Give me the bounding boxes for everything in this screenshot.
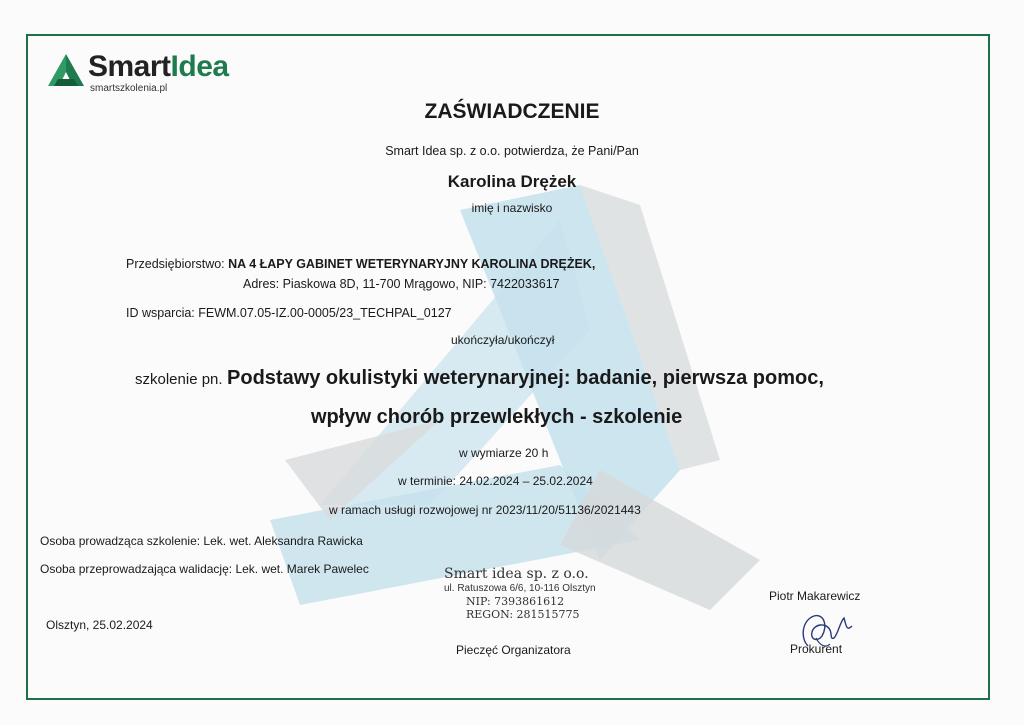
training-title-2: wpływ chorób przewlekłych - szkolenie xyxy=(311,406,683,428)
support-id: ID wsparcia: FEWM.07.05-IZ.00-0005/23_TECHPAL_0127 xyxy=(126,306,452,320)
training-hours: w wymiarze 20 h xyxy=(459,446,549,460)
certificate-title: ZAŚWIADCZENIE xyxy=(424,100,600,123)
logo-wordmark: SmartIdea xyxy=(88,50,229,83)
stamp-line-3: NIP: 7393861612 xyxy=(466,595,565,608)
name-caption: imię i nazwisko xyxy=(471,201,553,215)
stamp-caption: Pieczęć Organizatora xyxy=(456,643,571,657)
stamp-line-1: Smart idea sp. z o.o. xyxy=(444,566,589,582)
person-name: Karolina Drężek xyxy=(447,172,577,191)
place-date: Olsztyn, 25.02.2024 xyxy=(46,618,153,632)
logo-website: smartszkolenia.pl xyxy=(90,83,168,94)
training-dates: w terminie: 24.02.2024 – 25.02.2024 xyxy=(398,474,593,488)
service-number: w ramach usługi rozwojowej nr 2023/11/20/51136/2021443 xyxy=(329,503,641,517)
trainer: Osoba prowadząca szkolenie: Lek. wet. Aleksandra Rawicka xyxy=(40,534,363,548)
stamp-line-4: REGON: 281515775 xyxy=(466,608,580,621)
signer-name: Piotr Makarewicz xyxy=(769,589,861,603)
completed-text: ukończyła/ukończył xyxy=(451,333,555,347)
company-name: NA 4 ŁAPY GABINET WETERYNARYJNY KAROLINA DRĘŻEK, xyxy=(228,257,596,271)
training-title-line-1 xyxy=(135,367,824,390)
signer-role: Prokurent xyxy=(790,642,843,656)
validator: Osoba przeprowadzająca walidację: Lek. wet. Marek Pawelec xyxy=(40,562,369,576)
company-address: Adres: Piaskowa 8D, 11-700 Mrągowo, NIP: 7422033617 xyxy=(243,277,560,291)
training-title-1: Podstawy okulistyki weterynaryjnej: badanie, pierwsza pomoc, xyxy=(227,367,824,389)
company-label: Przedsiębiorstwo: xyxy=(126,257,225,271)
smart-idea-logo-icon xyxy=(46,52,86,88)
certificate-intro: Smart Idea sp. z o.o. potwierdza, że Pani/Pan xyxy=(385,144,639,158)
training-prefix: szkolenie pn. xyxy=(135,371,223,388)
company-line xyxy=(126,257,595,271)
stamp-line-2: ul. Ratuszowa 6/6, 10-116 Olsztyn xyxy=(444,583,596,594)
